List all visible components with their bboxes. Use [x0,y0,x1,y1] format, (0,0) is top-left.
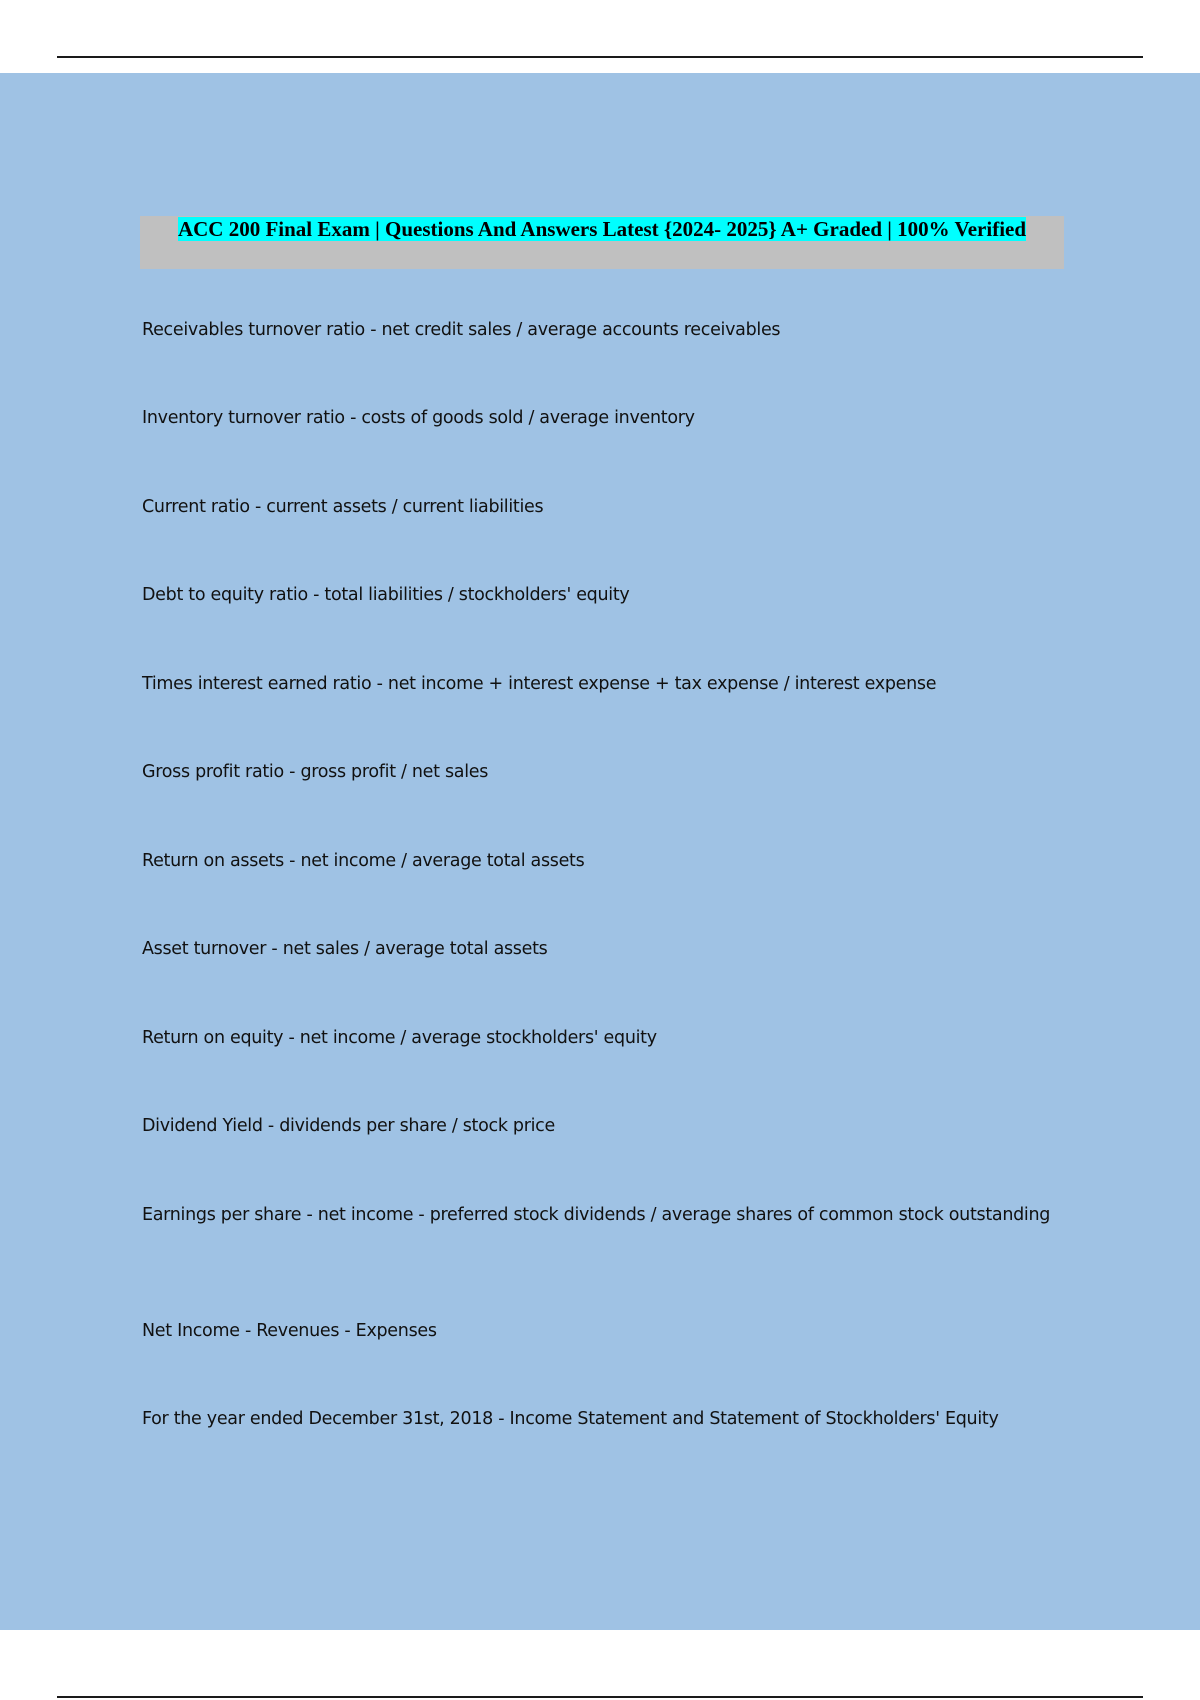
qa-entry: Gross profit ratio - gross profit / net sales [142,762,489,782]
document-title-text: ACC 200 Final Exam | Questions And Answers Latest {2024- 2025} A+ Graded | 100% Verified [177,217,1027,241]
qa-entry: Dividend Yield - dividends per share / stock price [142,1116,555,1136]
document-title [140,216,1064,243]
qa-entry: Earnings per share - net income - preferred stock dividends / average shares of common stock outstanding [142,1205,1051,1225]
qa-entry: Receivables turnover ratio - net credit sales / average accounts receivables [142,320,781,340]
qa-entry: Asset turnover - net sales / average total assets [142,939,548,959]
qa-entry: Return on equity - net income / average stockholders' equity [142,1028,657,1048]
bottom-rule [57,1696,1143,1698]
top-rule [57,56,1143,58]
qa-entry: Net Income - Revenues - Expenses [142,1321,437,1341]
qa-entry: Debt to equity ratio - total liabilities / stockholders' equity [142,585,630,605]
qa-entry: Times interest earned ratio - net income + interest expense + tax expense / interest expense [142,674,937,694]
qa-entry: Current ratio - current assets / current liabilities [142,497,544,517]
qa-entry: Return on assets - net income / average total assets [142,851,585,871]
qa-entry: For the year ended December 31st, 2018 - Income Statement and Statement of Stockholders' Equity [142,1409,999,1429]
qa-entry: Inventory turnover ratio - costs of goods sold / average inventory [142,408,695,428]
